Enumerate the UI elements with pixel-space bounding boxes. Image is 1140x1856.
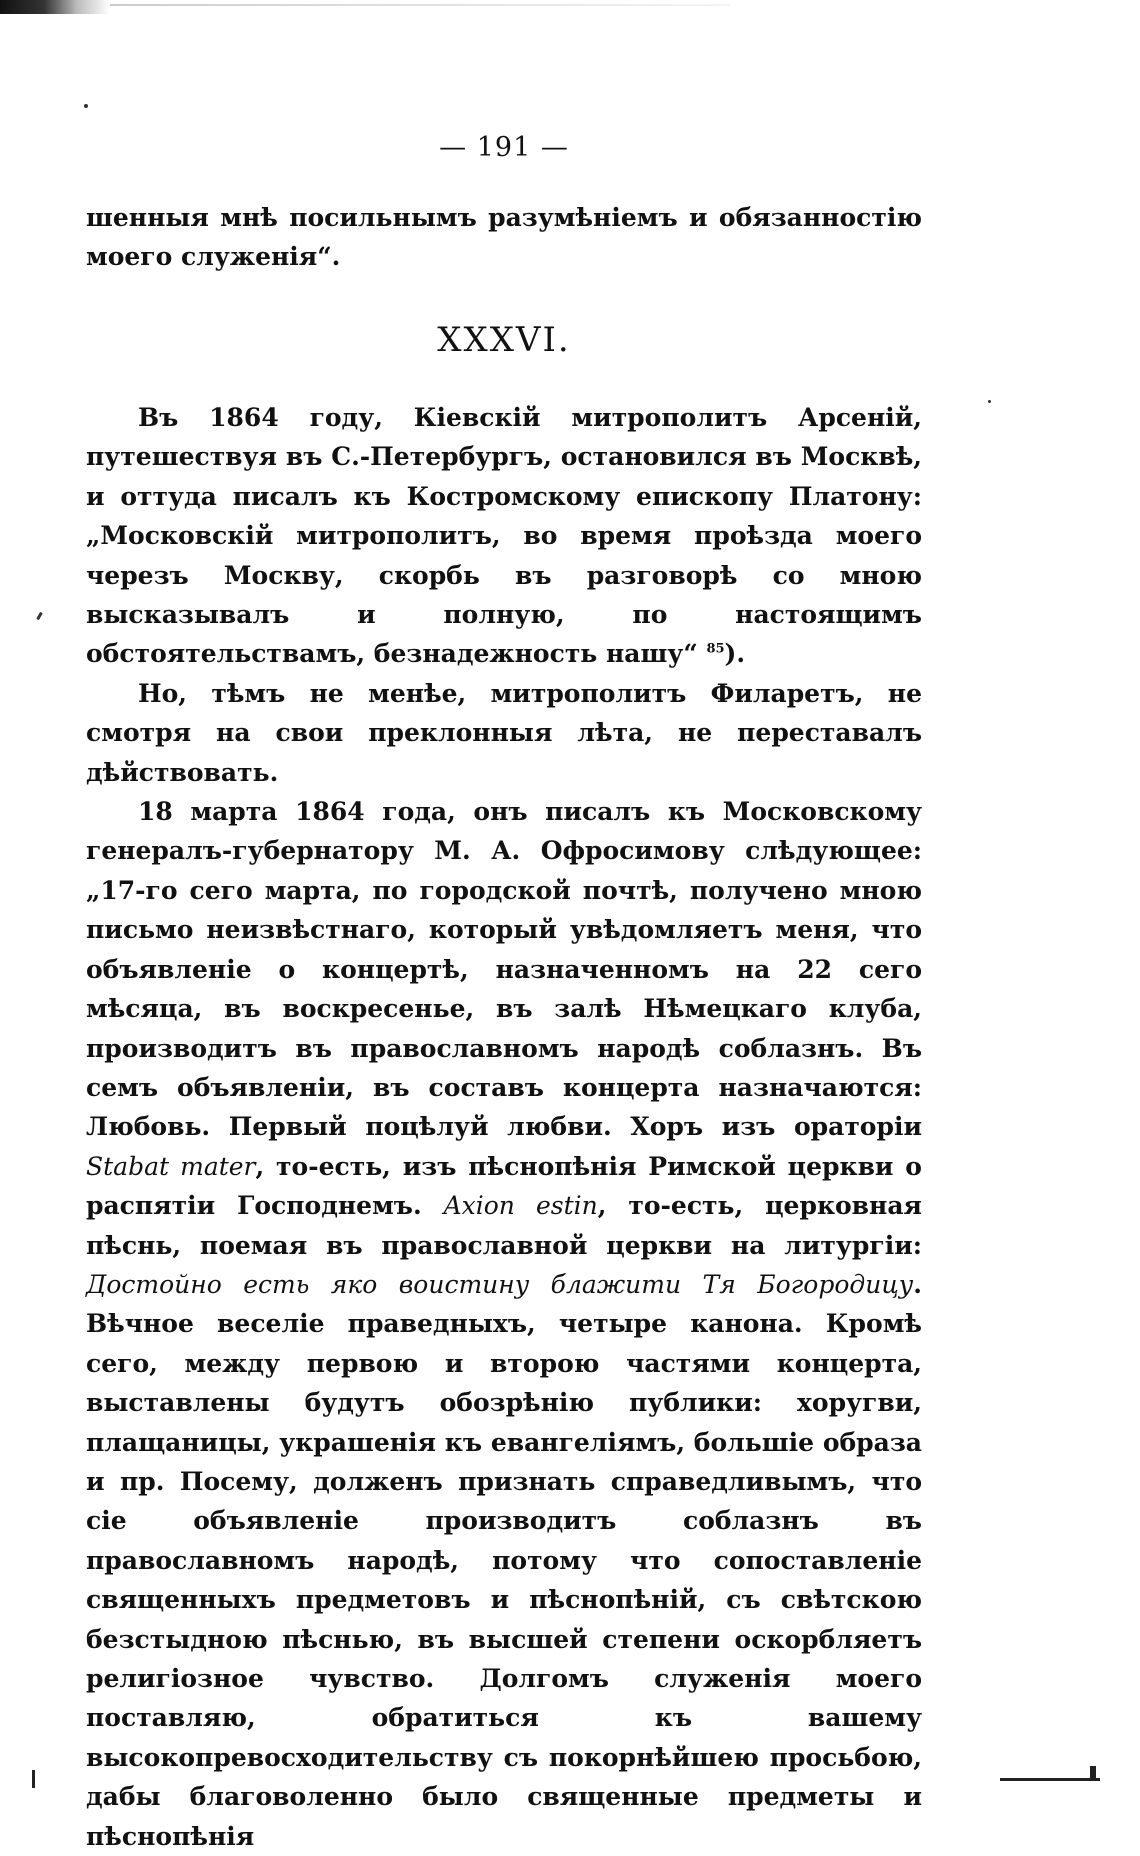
paragraph [86, 792, 922, 1856]
footnote-ref: 85 [706, 642, 725, 658]
scan-edge-line [110, 4, 730, 6]
paragraph-text: 18 марта 1864 года, онъ писалъ къ Московскому генералъ-губернатору М. А. Офросимову слѣдующее: „17-го сего марта, по городской почтѣ, получено мною письмо неизвѣстнаго, который увѣдомляетъ меня, что объявленіе о концертѣ, назначенномъ на 22 сего мѣсяца, въ воскресенье, въ залѣ Нѣмецкаго клуба, производитъ въ православномъ народѣ соблазнъ. Въ семъ объявленіи, въ составъ концерта назначаются: Любовь. Первый поцѣлуй любви. Хоръ изъ ораторіи [86, 797, 922, 1142]
scan-speck [84, 104, 88, 108]
page-number: — 191 — [439, 132, 569, 163]
carryover-paragraph [86, 198, 922, 277]
paragraph-text-end: ). [724, 639, 746, 669]
scan-speck [988, 400, 991, 403]
scan-speck [36, 612, 43, 620]
scan-edge-mark [32, 1770, 35, 1788]
paragraph-text: . Вѣчное веселіе праведныхъ, четыре канона. Кромѣ сего, между первою и второю частями концерта, выставлены будутъ обозрѣнію публики: хоругви, плащаницы, украшенія къ евангеліямъ, большіе образа и пр. Посему, долженъ признать справедливымъ, что сіе объявленіе производитъ соблазнъ въ православномъ народѣ, потому что сопоставленіе священныхъ предметовъ и пѣснопѣній, съ свѣтскою безстыдною пѣснью, въ высшей степени оскорбляетъ религіозное чувство. Долгомъ служенія моего поставляю, обратиться къ вашему высокопревосходительству съ покорнѣйшею просьбою, дабы благоволенно было священные предметы и пѣснопѣнія [86, 1269, 922, 1851]
paragraph-text: Въ 1864 году, Кіевскій митрополитъ Арсеній, путешествуя въ С.-Петербургъ, остановился въ Москвѣ, и оттуда писалъ къ Костромскому епископу Платону: „Московскій митрополитъ, во время проѣзда моего черезъ Москву, скорбь въ разговорѣ со мною высказывалъ и полную, по настоящимъ обстоятельствамъ, безнадежность нашу“ [86, 403, 922, 669]
paragraph-text: , то-есть, церковная пѣснь, поемая въ православной церкви на литургіи: [86, 1191, 923, 1260]
scan-edge-mark [1090, 1766, 1096, 1780]
paragraph-text: , то-есть, изъ пѣснопѣнія Римской церкви о распятіи Господнемъ. [86, 1151, 922, 1221]
body-text [86, 398, 922, 1856]
italic-quote: Достойно есть яко воистину блажити Тя Богородицу [86, 1269, 914, 1299]
paragraph [86, 674, 922, 792]
scan-edge-mark [1000, 1778, 1100, 1781]
paragraph [86, 398, 922, 674]
scan-edge-mark [0, 0, 110, 14]
italic-title: Stabat mater [86, 1151, 256, 1181]
carryover-text: шенныя мнѣ посильнымъ разумѣніемъ и обязанностію моего служенія“. [86, 203, 922, 272]
section-heading: XXXVI. [437, 320, 571, 360]
italic-title: Axion estin [443, 1191, 598, 1221]
paragraph-text: Но, тѣмъ не менѣе, митрополитъ Филаретъ, не смотря на свои преклонныя лѣта, не переставалъ дѣйствовать. [86, 678, 922, 787]
